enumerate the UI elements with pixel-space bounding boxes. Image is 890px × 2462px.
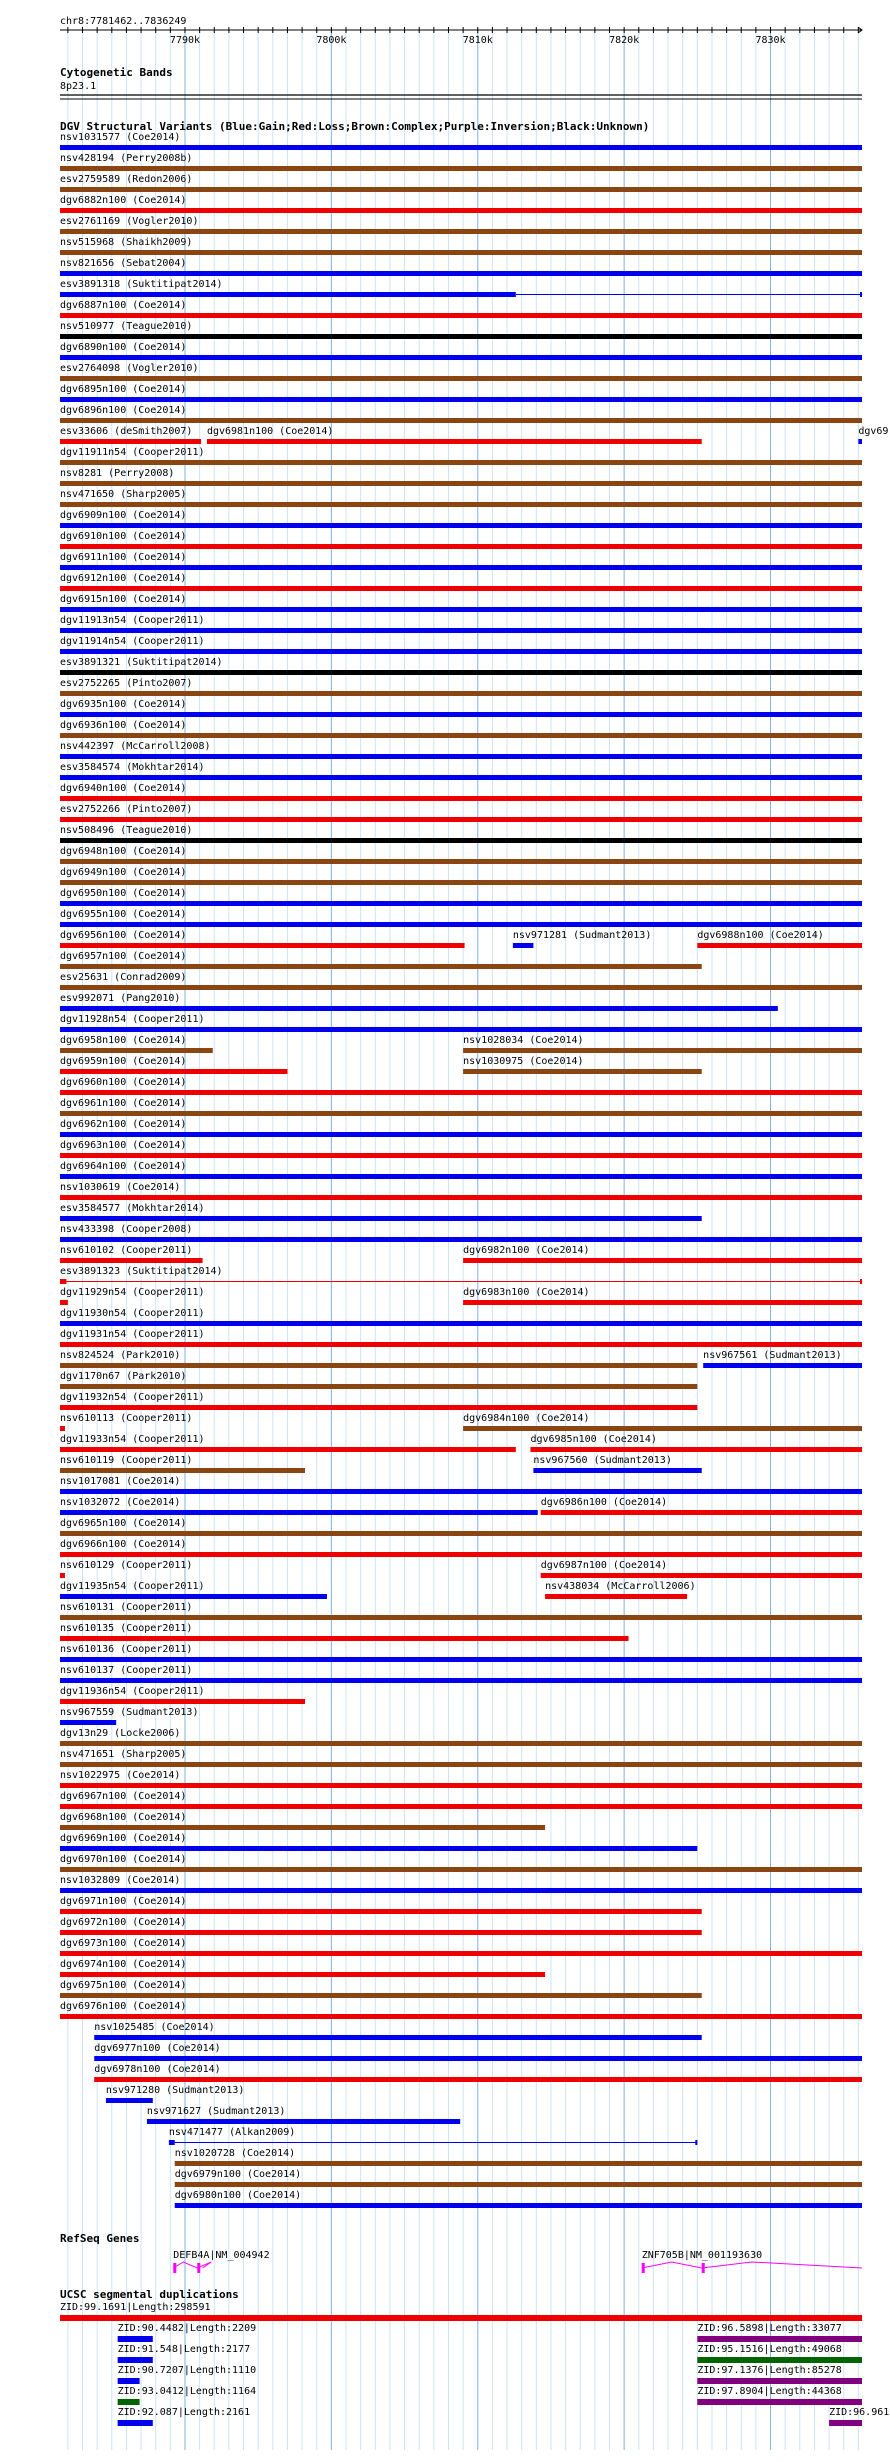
segdup-label: ZID:90.4482|Length:2209 [117,2323,257,2334]
sv-bar [60,754,862,759]
dgv-track [60,132,888,2208]
sv-label: dgv6909n100 (Coe2014) [60,510,187,521]
sv-label: nsv471650 (Sharp2005) [60,489,187,500]
sv-bar [60,1174,862,1179]
sv-bar [60,292,516,297]
sv-bar [60,229,862,234]
sv-bar [175,2161,862,2166]
sv-label: nsv971281 (Sudmant2013) [512,930,652,941]
sv-bar [60,943,465,948]
sv-bar [60,1447,516,1452]
sv-label: nsv1030975 (Coe2014) [463,1056,584,1067]
sv-bar [60,1720,116,1725]
sv-bar [697,943,862,948]
sv-label: dgv6982n100 (Coe2014) [463,1245,590,1256]
segdup-label: ZID:97.8904|Length:44368 [697,2386,842,2397]
sv-bar [60,838,862,843]
sv-bar [60,1867,862,1872]
sv-label: nsv1017081 (Coe2014) [60,1476,181,1487]
sv-bar [60,1825,545,1830]
sv-bar [207,439,702,444]
sv-label: dgv11932n54 (Cooper2011) [60,1392,205,1403]
sv-label: nsv610119 (Cooper2011) [60,1455,193,1466]
sv-bar [60,1027,862,1032]
sv-label: dgv6983n100 (Coe2014) [463,1287,590,1298]
sv-bar [60,1216,702,1221]
sv-bar [60,376,862,381]
sv-bar [60,523,862,528]
sv-bar [60,649,862,654]
sv-bar [60,1510,538,1515]
segdup-label: ZID:96.961 [829,2407,890,2418]
sv-label: nsv824524 (Park2010) [60,1350,181,1361]
sv-label: dgv6887n100 (Coe2014) [60,300,187,311]
sv-label: nsv1032809 (Coe2014) [60,1875,181,1886]
sv-label: dgv6986n100 (Coe2014) [540,1497,668,1508]
sv-label: dgv6940n100 (Coe2014) [60,783,187,794]
sv-label: nsv1030619 (Coe2014) [60,1182,181,1193]
sv-label: dgv11936n54 (Cooper2011) [60,1686,205,1697]
sv-bar [60,1111,862,1116]
sv-label: dgv11913n54 (Cooper2011) [60,615,205,626]
sv-bar [60,397,862,402]
sv-bar [60,586,862,591]
segdup-label: ZID:90.7207|Length:1110 [117,2365,257,2376]
sv-bar [60,145,862,150]
sv-end-mark [860,292,862,297]
sv-label: dgv11933n54 (Cooper2011) [60,1434,205,1445]
sv-bar [60,502,862,507]
sv-bar [106,2098,153,2103]
dgv-title: DGV Structural Variants (Blue:Gain;Red:Loss;Brown:Complex;Purple:Inversion;Black:Unknown) [60,120,650,133]
sv-label: dgv6957n100 (Coe2014) [60,951,187,962]
sv-label: dgv6955n100 (Coe2014) [60,909,187,920]
sv-label: nsv971627 (Sudmant2013) [146,2106,286,2117]
sv-bar [60,439,201,444]
ruler-tick-label: 7800k [316,35,347,46]
segdup-track [60,2288,889,2426]
sv-bar [94,2035,701,2040]
sv-label: nsv610102 (Cooper2011) [60,1245,193,1256]
sv-label: dgv6949n100 (Coe2014) [60,867,187,878]
sv-label: esv25631 (Conrad2009) [60,972,187,983]
sv-bar [60,1195,862,1200]
sv-label: nsv442397 (McCarroll2008) [60,741,211,752]
sv-bar [175,2203,862,2208]
sv-bar [463,1069,702,1074]
sv-label: dgv6964n100 (Coe2014) [60,1161,187,1172]
gene-exon [173,2263,176,2273]
segdup-label: ZID:99.1691|Length:298591 [60,2302,211,2313]
sv-label: dgv6980n100 (Coe2014) [174,2190,302,2201]
sv-bar [147,2119,460,2124]
sv-label: dgv11928n54 (Cooper2011) [60,1014,205,1025]
sv-bar [545,1594,687,1599]
sv-label: esv2752265 (Pinto2007) [60,678,193,689]
sv-bar [60,1846,697,1851]
sv-bar [60,670,862,675]
sv-bar [60,1279,66,1284]
segdup-bar [697,2357,862,2363]
sv-label: dgv6984n100 (Coe2014) [463,1413,590,1424]
sv-bar [60,481,862,486]
segdup-label: ZID:91.548|Length:2177 [117,2344,251,2355]
sv-label: esv2764098 (Vogler2010) [60,363,199,374]
gene-exon [642,2263,645,2273]
sv-bar [60,1426,65,1431]
sv-end-mark [695,2140,697,2145]
sv-label: dgv6971n100 (Coe2014) [60,1896,187,1907]
segdup-bar [118,2336,153,2342]
segdup-bar [697,2336,862,2342]
sv-bar [60,901,862,906]
sv-label: nsv1028034 (Coe2014) [463,1035,584,1046]
sv-bar [60,1951,862,1956]
sv-bar [60,1300,68,1305]
sv-label: nsv967561 (Sudmant2013) [703,1350,842,1361]
sv-label: nsv1032072 (Coe2014) [60,1497,181,1508]
sv-label: dgv69 [858,426,889,437]
sv-bar [60,1090,862,1095]
sv-label: esv3891318 (Suktitipat2014) [60,279,223,290]
segdup-bar [829,2420,862,2426]
cytoband-name: 8p23.1 [60,81,97,92]
sv-bar [60,1594,327,1599]
sv-bar [94,2056,862,2061]
sv-label: esv2752266 (Pinto2007) [60,804,193,815]
sv-label: nsv471477 (Alkan2009) [168,2127,296,2138]
sv-bar [463,1258,862,1263]
sv-label: dgv6911n100 (Coe2014) [60,552,187,563]
segdup-label: ZID:95.1516|Length:49068 [697,2344,842,2355]
sv-label: dgv6948n100 (Coe2014) [60,846,187,857]
sv-label: esv2759589 (Redon2006) [60,174,193,185]
sv-label: dgv6890n100 (Coe2014) [60,342,187,353]
sv-bar [60,1468,305,1473]
sv-label: dgv6967n100 (Coe2014) [60,1791,187,1802]
gene-intron [173,2262,211,2268]
sv-bar [60,880,862,885]
sv-bar [60,1741,862,1746]
sv-bar [533,1468,701,1473]
sv-bar [60,1531,862,1536]
sv-label: nsv610137 (Cooper2011) [60,1665,193,1676]
sv-label: nsv1025485 (Coe2014) [94,2022,215,2033]
sv-label: dgv11914n54 (Cooper2011) [60,636,205,647]
sv-bar [60,1657,862,1662]
sv-bar [60,1237,862,1242]
sv-label: esv3891321 (Suktitipat2014) [60,657,223,668]
sv-bar [60,1804,862,1809]
sv-label: nsv428194 (Perry2008b) [60,153,193,164]
gene-label: ZNF705B|NM_001193630 [641,2250,763,2261]
sv-bar [169,2140,175,2145]
sv-label: dgv6985n100 (Coe2014) [530,1434,657,1445]
sv-bar [60,712,862,717]
sv-label: nsv515968 (Shaikh2009) [60,237,193,248]
sv-bar [60,733,862,738]
sv-bar [60,208,862,213]
sv-bar [60,166,862,171]
sv-bar [60,250,862,255]
sv-label: nsv610113 (Cooper2011) [60,1413,193,1424]
sv-label: dgv6979n100 (Coe2014) [174,2169,302,2180]
ruler-tick-label: 7830k [755,35,786,46]
sv-label: dgv6973n100 (Coe2014) [60,1938,187,1949]
sv-label: dgv6936n100 (Coe2014) [60,720,187,731]
sv-label: dgv6959n100 (Coe2014) [60,1056,187,1067]
sv-bar [513,943,533,948]
sv-label: nsv610131 (Cooper2011) [60,1602,193,1613]
sv-bar [60,271,862,276]
sv-bar [541,1573,862,1578]
segdup-bar [118,2399,140,2405]
sv-bar [541,1510,862,1515]
sv-bar [60,1783,862,1788]
sv-bar [60,418,862,423]
sv-label: esv3891323 (Suktitipat2014) [60,1266,223,1277]
sv-label: dgv6968n100 (Coe2014) [60,1812,187,1823]
sv-label: nsv510977 (Teague2010) [60,321,193,332]
sv-label: nsv438034 (McCarroll2006) [545,1581,696,1592]
ruler-tick-label: 7810k [462,35,493,46]
sv-bar [60,1489,862,1494]
sv-bar [175,2182,862,2187]
sv-bar [60,1258,203,1263]
sv-bar [60,1153,862,1158]
segdup-bar [60,2315,862,2321]
sv-bar [60,460,862,465]
sv-bar [60,355,862,360]
sv-label: dgv6977n100 (Coe2014) [94,2043,221,2054]
sv-label: nsv610135 (Cooper2011) [60,1623,193,1634]
refseq-title: RefSeq Genes [60,2232,140,2245]
sv-label: esv3584577 (Mokhtar2014) [60,1203,205,1214]
segdup-title: UCSC segmental duplications [60,2288,239,2301]
sv-label: dgv6975n100 (Coe2014) [60,1980,187,1991]
sv-label: nsv967560 (Sudmant2013) [533,1455,672,1466]
sv-bar [858,439,862,444]
sv-bar [60,775,862,780]
sv-label: dgv6935n100 (Coe2014) [60,699,187,710]
gene-exon [702,2263,705,2273]
sv-label: dgv6896n100 (Coe2014) [60,405,187,416]
sv-label: dgv6969n100 (Coe2014) [60,1833,187,1844]
segdup-label: ZID:97.1376|Length:85278 [697,2365,842,2376]
gene-label: DEFB4A|NM_004942 [173,2250,270,2261]
sv-label: dgv6895n100 (Coe2014) [60,384,187,395]
sv-label: dgv6915n100 (Coe2014) [60,594,187,605]
sv-label: dgv6950n100 (Coe2014) [60,888,187,899]
sv-bar [60,796,862,801]
sv-bar [60,1552,862,1557]
sv-label: nsv971280 (Sudmant2013) [105,2085,245,2096]
sv-label: dgv11931n54 (Cooper2011) [60,1329,205,1340]
segdup-label: ZID:93.0412|Length:1164 [117,2386,257,2397]
sv-label: nsv1022975 (Coe2014) [60,1770,181,1781]
sv-label: nsv8281 (Perry2008) [60,468,175,479]
sv-bar [60,859,862,864]
sv-label: esv992071 (Pang2010) [60,993,181,1004]
sv-bar [60,1573,65,1578]
segdup-bar [118,2357,153,2363]
sv-label: dgv6987n100 (Coe2014) [540,1560,668,1571]
region-label: chr8:7781462..7836249 [60,16,187,27]
sv-label: dgv6970n100 (Coe2014) [60,1854,187,1865]
sv-bar [60,1363,697,1368]
sv-bar [60,1993,702,1998]
sv-label: esv3584574 (Mokhtar2014) [60,762,205,773]
sv-label: dgv1170n67 (Park2010) [60,1371,187,1382]
sv-label: dgv6966n100 (Coe2014) [60,1539,187,1550]
sv-bar [60,1048,213,1053]
sv-bar [60,1384,697,1389]
sv-bar [60,1762,862,1767]
sv-bar [60,628,862,633]
sv-bar [60,691,862,696]
sv-bar [60,1636,629,1641]
sv-bar [60,1972,545,1977]
sv-label: dgv11930n54 (Cooper2011) [60,1308,205,1319]
sv-bar [60,1888,862,1893]
sv-bar [463,1300,862,1305]
sv-label: nsv610136 (Cooper2011) [60,1644,193,1655]
sv-end-mark [860,1279,862,1284]
sv-bar [60,985,862,990]
sv-bar [60,2014,862,2019]
sv-bar [463,1426,862,1431]
sv-bar [60,313,862,318]
sv-bar [60,1615,862,1620]
sv-bar [60,1678,862,1683]
sv-label: nsv433398 (Cooper2008) [60,1224,193,1235]
sv-bar [60,1930,702,1935]
sv-label: dgv6988n100 (Coe2014) [697,930,824,941]
sv-bar [60,1342,862,1347]
sv-label: dgv6965n100 (Coe2014) [60,1518,187,1529]
sv-label: nsv1020728 (Coe2014) [174,2148,296,2159]
sv-bar [60,334,862,339]
sv-label: dgv6961n100 (Coe2014) [60,1098,187,1109]
sv-label: dgv13n29 (Locke2006) [60,1728,181,1739]
sv-label: dgv6976n100 (Coe2014) [60,2001,187,2012]
sv-label: dgv6962n100 (Coe2014) [60,1119,187,1130]
sv-bar [60,187,862,192]
sv-bar [60,1321,862,1326]
sv-label: nsv967559 (Sudmant2013) [60,1707,199,1718]
sv-label: nsv610129 (Cooper2011) [60,1560,193,1571]
ruler-tick-label: 7790k [169,35,201,46]
gene-exon [197,2263,200,2273]
sv-bar [60,565,862,570]
sv-label: dgv6974n100 (Coe2014) [60,1959,187,1970]
sv-label: dgv6960n100 (Coe2014) [60,1077,187,1088]
sv-label: nsv1031577 (Coe2014) [60,132,181,143]
sv-bar [60,1405,697,1410]
sv-label: dgv6956n100 (Coe2014) [60,930,187,941]
sv-bar [60,1006,778,1011]
segdup-bar [697,2399,862,2405]
segdup-bar [118,2378,140,2384]
sv-bar [703,1363,862,1368]
sv-label: dgv6912n100 (Coe2014) [60,573,187,584]
sv-bar [60,1699,305,1704]
sv-bar [60,1069,287,1074]
sv-label: dgv11929n54 (Cooper2011) [60,1287,205,1298]
sv-label: dgv6972n100 (Coe2014) [60,1917,187,1928]
sv-bar [60,817,862,822]
sv-bar [60,544,862,549]
segdup-bar [118,2420,153,2426]
sv-label: nsv471651 (Sharp2005) [60,1749,187,1760]
sv-bar [463,1048,862,1053]
sv-bar [60,607,862,612]
sv-bar [60,922,862,927]
sv-label: dgv6910n100 (Coe2014) [60,531,187,542]
segdup-bar [697,2378,862,2384]
sv-label: esv2761169 (Vogler2010) [60,216,199,227]
sv-label: dgv6882n100 (Coe2014) [60,195,187,206]
sv-bar [60,1132,862,1137]
sv-bar [94,2077,862,2082]
sv-label: dgv6963n100 (Coe2014) [60,1140,187,1151]
sv-label: nsv821656 (Sebat2004) [60,258,187,269]
sv-label: dgv6981n100 (Coe2014) [206,426,334,437]
sv-bar [60,964,702,969]
sv-bar [60,1909,702,1914]
sv-label: dgv11935n54 (Cooper2011) [60,1581,205,1592]
sv-label: esv33606 (deSmith2007) [60,426,193,437]
sv-label: dgv6978n100 (Coe2014) [94,2064,221,2075]
segdup-label: ZID:96.5898|Length:33077 [697,2323,842,2334]
sv-label: dgv6958n100 (Coe2014) [60,1035,187,1046]
sv-bar [530,1447,862,1452]
cytoband-title: Cytogenetic Bands [60,66,173,79]
sv-label: nsv508496 (Teague2010) [60,825,193,836]
segdup-label: ZID:92.087|Length:2161 [117,2407,251,2418]
sv-label: dgv11911n54 (Cooper2011) [60,447,205,458]
ruler-tick-label: 7820k [609,35,640,46]
